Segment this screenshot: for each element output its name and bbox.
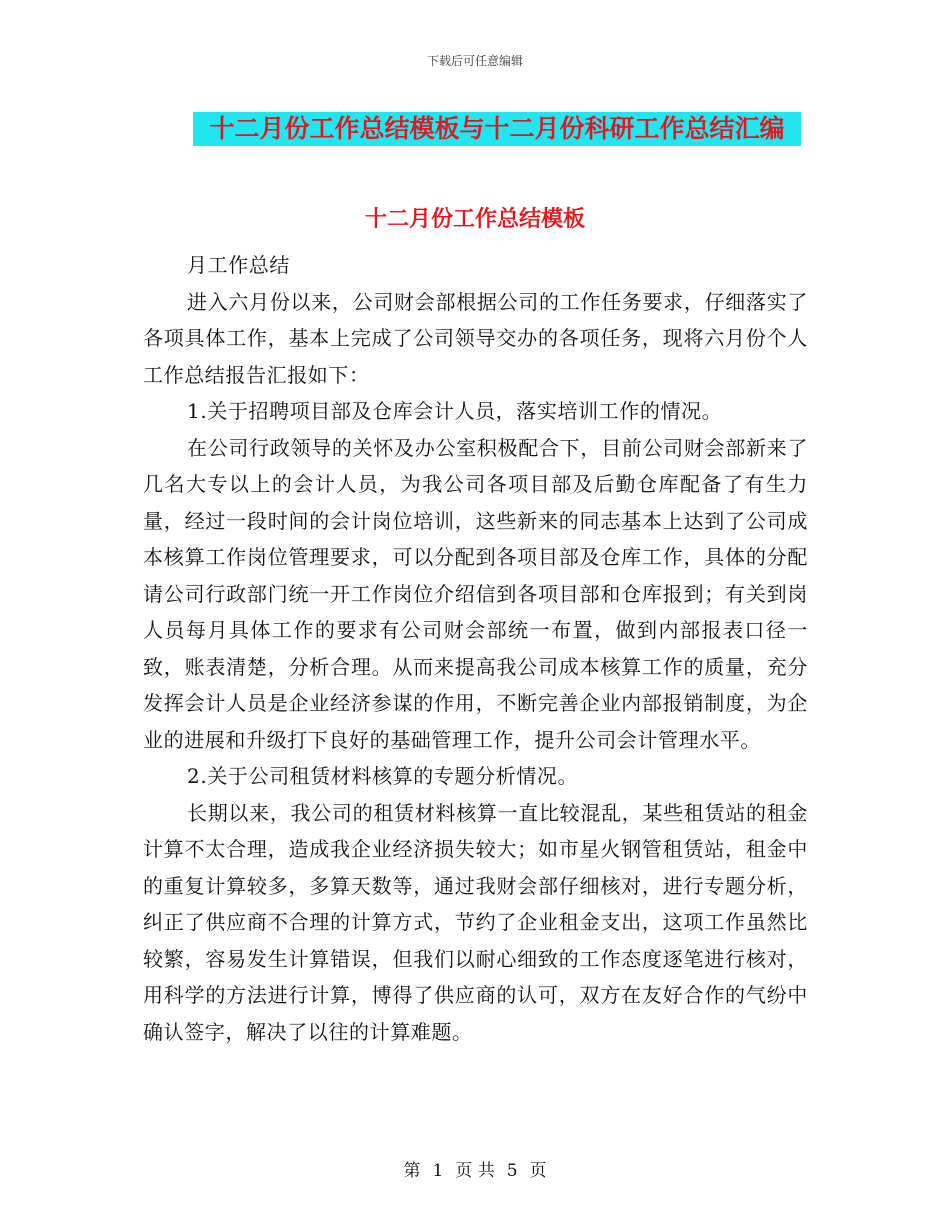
footer-page-number: 1 [432, 1161, 444, 1181]
paragraph: 1.关于招聘项目部及仓库会计人员，落实培训工作的情况。 [187, 399, 723, 423]
footer-middle: 页 共 [455, 1161, 495, 1181]
page-footer [0, 1156, 950, 1181]
paragraph: 进入六月份以来，公司财会部根据公司的工作任务要求，仔细落实了各项具体工作，基本上完成了公司领导交办的各项任务，现将六月份个人工作总结报告汇报如下： [143, 289, 808, 387]
section-title: 十二月份工作总结模板 [364, 207, 585, 232]
main-title: 十二月份工作总结模板与十二月份科研工作总结汇编 [193, 112, 801, 146]
paragraph: 长期以来，我公司的租赁材料核算一直比较混乱，某些租赁站的租金计算不太合理，造成我企业经济损失较大；如市星火钢管租赁站，租金中的重复计算较多，多算天数等，通过我财会部仔细核对，进行专题分析，纠正了供应商不合理的计算方式，节约了企业租金支出，这项工作虽然比较繁，容易发生计算错误，但我们以耐心细致的工作态度逐笔进行核对，用科学的方法进行计算，博得了供应商的认可，双方在友好合作的气纷中确认签字，解决了以往的计算难题。 [143, 800, 808, 1044]
paragraph: 月工作总结 [187, 253, 290, 277]
paragraph: 在公司行政领导的关怀及办公室积极配合下，目前公司财会部新来了几名大专以上的会计人员，为我公司各项目部及后勤仓库配备了有生力量，经过一段时间的会计岗位培训，这些新来的同志基本上达到了公司成本核算工作岗位管理要求，可以分配到各项目部及仓库工作，具体的分配请公司行政部门统一开工作岗位介绍信到各项目部和仓库报到；有关到岗人员每月具体工作的要求有公司财会部统一布置，做到内部报表口径一致，账表清楚，分析合理。从而来提高我公司成本核算工作的质量，充分发挥会计人员是企业经济参谋的作用，不断完善企业内部报销制度，为企业的进展和升级打下良好的基础管理工作，提升公司会计管理水平。 [143, 435, 808, 752]
body-text [143, 247, 808, 1050]
paragraph: 2.关于公司租赁材料核算的专题分析情况。 [187, 764, 579, 788]
footer-prefix: 第 [403, 1161, 421, 1181]
footer-total-pages: 5 [506, 1161, 518, 1181]
header-note: 下载后可任意编辑 [426, 54, 523, 68]
footer-suffix: 页 [529, 1161, 547, 1181]
